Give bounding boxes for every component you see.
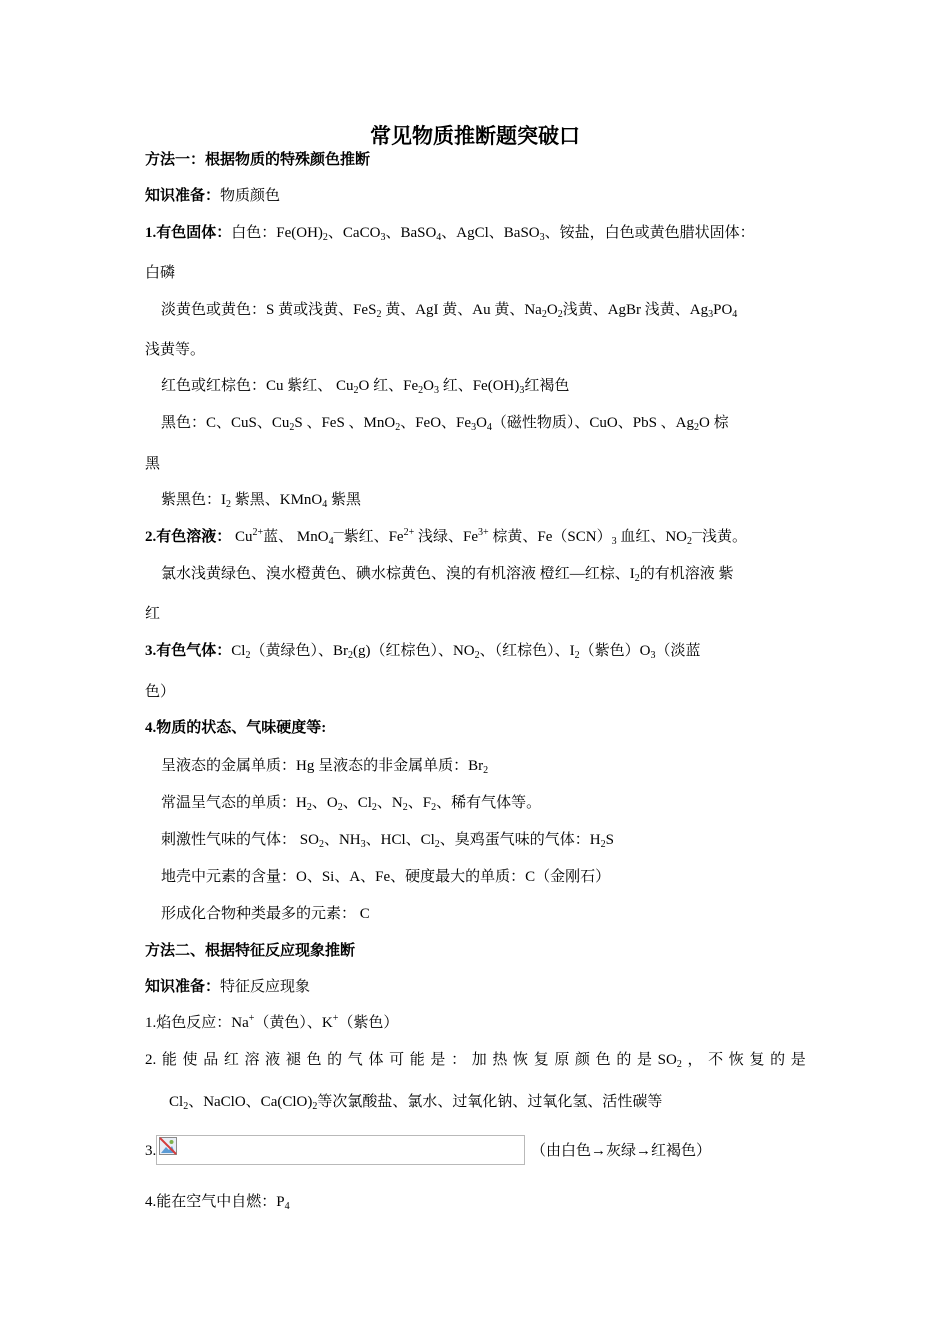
halogen-water-line-2: 红 bbox=[145, 606, 161, 622]
crust-elements-line: 地壳中元素的含量：O、Si、A、Fe、硬度最大的单质：C（金刚石） bbox=[161, 869, 611, 885]
bleaching-gas-line: 2. 能 使 品 红 溶 液 褪 色 的 气 体 可 能 是 ： 加 热 恢 复 原 颜 色 的 是 $SO_2$ ， 不 恢 复 的 是 bbox=[145, 1052, 806, 1070]
yellow-solids-line-2: 浅黄等。 bbox=[145, 342, 206, 358]
colored-solids-white-line: 1.有色固体：白色：$Fe(OH)_2$、CaCO$_3$、BaSO$_4$、AgCl、BaSO$_3$、铵盐，白色或黄色腊状固体： bbox=[145, 225, 755, 243]
red-solids-line: 红色或红棕色：Cu 紫红、 $Cu_2O$ 红、$Fe_2O_3$ 红、$Fe(OH)_3$红褐色 bbox=[161, 378, 570, 396]
yellow-solids-line: 淡黄色或黄色：S 黄或浅黄、FeS$_2$ 黄、AgI 黄、Au 黄、$Na_2O_2$浅黄、AgBr 浅黄、$Ag_3PO_4$ bbox=[161, 302, 738, 320]
broken-image-placeholder bbox=[156, 1135, 525, 1165]
spontaneous-combustion-line: 4.能在空气中自燃：$P_4$ bbox=[145, 1194, 290, 1212]
color-change-note: （由白色→灰绿→红褐色） bbox=[531, 1143, 712, 1159]
colored-gases-line-2: 色） bbox=[145, 684, 176, 700]
bleaching-gas-line-2: $Cl_2$、NaClO、$Ca(ClO)_2$等次氯酸盐、氯水、过氧化钠、过氧化氢、活性碳等 bbox=[169, 1094, 663, 1112]
broken-image-icon bbox=[159, 1137, 177, 1155]
page-title: 常见物质推断题突破口 bbox=[370, 124, 580, 148]
black-solids-line: 黑色：C、CuS、$Cu_2S$ 、FeS 、MnO$_2$、FeO、$Fe_3O_4$（磁性物质）、CuO、PbS 、$Ag_2O$ 棕 bbox=[161, 415, 729, 433]
colored-gases-line: 3.有色气体：$Cl_2$（黄绿色）、$Br_2(g)$（红棕色）、$NO_2$、（红棕色）、$I_2$（紫色）$O_3$（淡蓝 bbox=[145, 643, 701, 661]
pungent-gases-line: 刺激性气味的气体： $SO_2$、$NH_3$、HCl、$Cl_2$、臭鸡蛋气味的气体：$H_2S$ bbox=[161, 832, 614, 850]
flame-test-line: 1.焰色反应：Na+（黄色）、K+（紫色） bbox=[145, 1013, 399, 1031]
states-heading: 4.物质的状态、气味硬度等: bbox=[145, 720, 327, 736]
black-solids-line-2: 黑 bbox=[145, 456, 161, 472]
method-one-heading: 方法一：根据物质的特殊颜色推断 bbox=[145, 152, 371, 168]
item-three-label: 3. bbox=[145, 1143, 157, 1159]
most-compounds-line: 形成化合物种类最多的元素： C bbox=[161, 906, 370, 922]
gaseous-elements-line: 常温呈气态的单质：$H_2$、$O_2$、$Cl_2$、$N_2$、$F_2$、稀有气体等。 bbox=[161, 795, 542, 813]
knowledge-prep-line-2: 知识准备：特征反应现象 bbox=[145, 979, 311, 995]
purple-solids-line: 紫黑色：$I_2$ 紫黑、KMnO$_4$ 紫黑 bbox=[161, 492, 362, 510]
liquid-elements-line: 呈液态的金属单质：Hg 呈液态的非金属单质：$Br_2$ bbox=[161, 758, 489, 776]
halogen-water-line: 氯水浅黄绿色、溴水橙黄色、碘水棕黄色、溴的有机溶液 橙红—红棕、$I_2$的有机溶液 紫 bbox=[161, 566, 734, 584]
method-two-heading: 方法二、根据特征反应现象推断 bbox=[145, 943, 356, 959]
knowledge-prep-line: 知识准备：物质颜色 bbox=[145, 188, 281, 204]
colored-solutions-line: 2.有色溶液： $Cu^{2+}$蓝、 MnO$_4$—紫红、$Fe^{2+}$ 浅绿、$Fe^{3+}$ 棕黄、$Fe(SCN)_3$ 血红、$NO_2^—$浅黄。 bbox=[145, 527, 748, 547]
white-phosphorus-line: 白磷 bbox=[145, 265, 176, 281]
